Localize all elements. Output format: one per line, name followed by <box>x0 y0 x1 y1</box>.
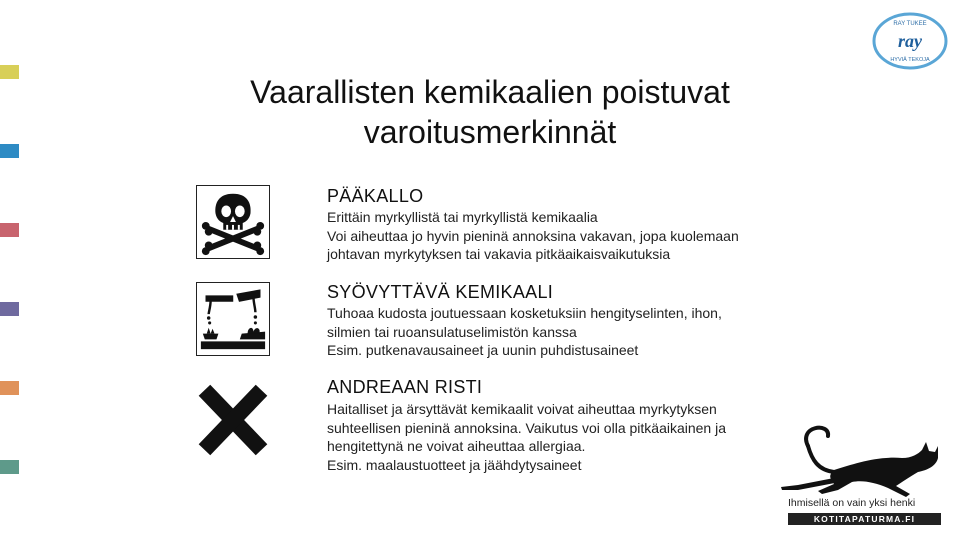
desc-skull <box>327 208 739 264</box>
desc-line: Esim. putkenavausaineet ja uunin puhdistusaineet <box>327 342 639 358</box>
left-marker-teal <box>0 460 19 474</box>
title-line-2: varoitusmerkinnät <box>363 114 617 150</box>
skull-crossbones-icon <box>196 185 270 259</box>
svg-text:HYVIÄ TEKOJA: HYVIÄ TEKOJA <box>890 57 930 63</box>
saint-andrew-cross-icon <box>196 384 270 458</box>
desc-cross <box>327 400 726 474</box>
cat-silhouette-icon <box>778 420 948 500</box>
svg-text:RAY TUKEE: RAY TUKEE <box>893 21 927 27</box>
desc-line: Haitalliset ja ärsyttävät kemikaalit voivat aiheuttaa myrkytyksen <box>327 401 717 417</box>
desc-line: Voi aiheuttaa jo hyvin pieninä annoksina vakavan, jopa kuolemaan <box>327 227 739 244</box>
left-marker-pink <box>0 223 19 237</box>
desc-line: Esim. maalaustuotteet ja jäähdytysaineet <box>327 456 582 473</box>
website-bar: KOTITAPATURMA.FI <box>788 513 941 525</box>
desc-line: hengitettynä ne voivat aiheuttaa allergiaa. <box>327 438 586 454</box>
left-marker-yellow <box>0 65 19 79</box>
heading-skull: PÄÄKALLO <box>327 186 424 206</box>
heading-cross: ANDREAAN RISTI <box>327 377 483 397</box>
page-title <box>140 72 840 152</box>
left-marker-blue <box>0 144 19 158</box>
heading-corrosive: SYÖVYTTÄVÄ KEMIKAALI <box>327 282 554 302</box>
ray-logo <box>872 12 948 70</box>
title-line-1: Vaarallisten kemikaalien poistuvat <box>250 74 730 110</box>
desc-line: suhteellisen pieninä annoksina. Vaikutus voi olla pitkäaikainen ja <box>327 419 726 436</box>
desc-line: silmien tai ruoansulatuselimistön kanssa <box>327 323 577 340</box>
desc-line: johtavan myrkytyksen tai vakavia pitkäaikaisvaikutuksia <box>327 246 671 262</box>
slogan-text: Ihmisellä on vain yksi henki <box>788 497 916 509</box>
desc-line: Erittäin myrkyllistä tai myrkyllistä kemikaalia <box>327 209 598 225</box>
left-marker-orange <box>0 381 19 395</box>
svg-text:ray: ray <box>898 31 922 51</box>
desc-line: Tuhoaa kudosta joutuessaan kosketuksiin hengityselinten, ihon, <box>327 305 722 321</box>
corrosive-icon <box>196 282 270 356</box>
left-marker-purple <box>0 302 19 316</box>
desc-corrosive <box>327 304 722 360</box>
